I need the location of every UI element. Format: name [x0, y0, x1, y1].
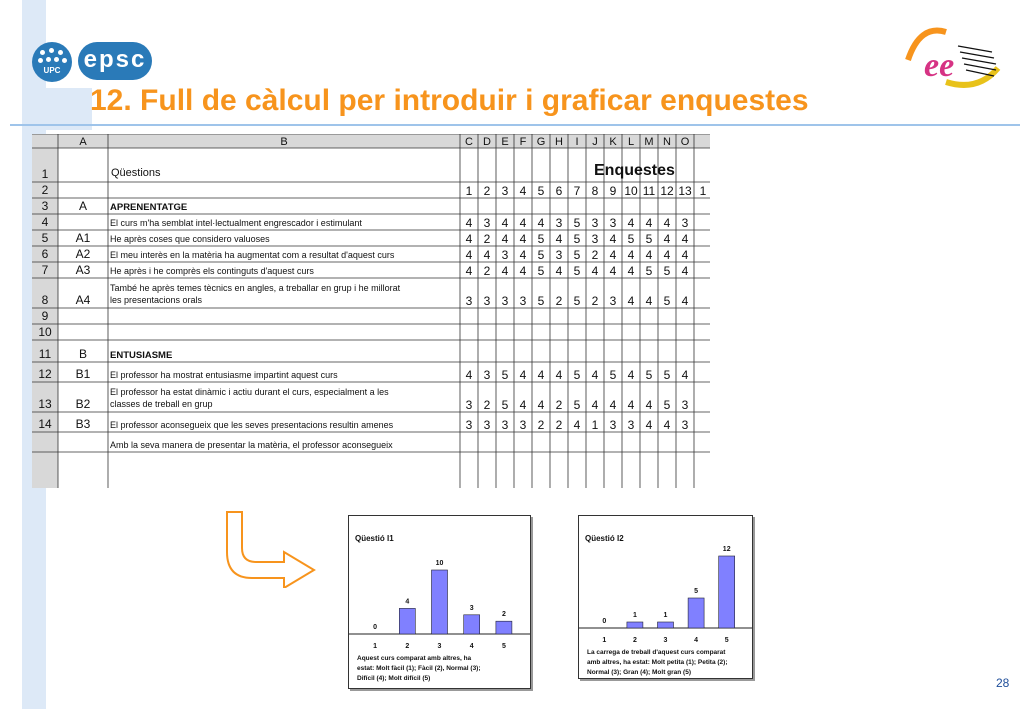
cell-value: 5	[573, 368, 581, 382]
cell-value: 3	[501, 294, 509, 308]
cell-value: 3	[555, 216, 563, 230]
page-number: 28	[996, 676, 1010, 690]
cell-value: 5	[573, 398, 581, 412]
cell-value: 5	[573, 248, 581, 262]
cell-value: 2	[537, 418, 545, 432]
survey-number: 1	[465, 184, 473, 198]
cell-value: 5	[537, 264, 545, 278]
cell-value: 3	[483, 418, 491, 432]
cell-value: 3	[681, 418, 689, 432]
cell-value: 5	[537, 248, 545, 262]
cell-value: 3	[465, 294, 473, 308]
cell-value: 4	[555, 264, 563, 278]
arrow-icon	[222, 508, 322, 588]
cell-question: El curs m'ha semblat intel·lectualment engrescador i estimulant	[110, 218, 362, 228]
survey-number: 13	[678, 184, 692, 198]
cell-questions-header: Qüestions	[111, 167, 161, 179]
cell-value: 3	[519, 294, 527, 308]
cell-question: El professor aconsegueix que les seves presentacions resultin amenes	[110, 420, 394, 430]
cell-value: 4	[519, 368, 527, 382]
cell-value: 4	[627, 248, 635, 262]
chart-caption: amb altres, ha estat: Molt petita (1); Petita (2);	[587, 659, 728, 666]
cell-value: 2	[591, 248, 599, 262]
cell-value: 3	[483, 216, 491, 230]
cell-value: 4	[501, 232, 509, 246]
cell-value: 3	[501, 418, 509, 432]
cell-code: B3	[75, 417, 91, 431]
cell-value: 4	[681, 368, 689, 382]
survey-number: 6	[555, 184, 563, 198]
row-number: 8	[41, 293, 49, 307]
chart-tick-label: 4	[694, 637, 699, 644]
cell-value: 4	[465, 216, 473, 230]
cell-value: 5	[663, 294, 671, 308]
cell-value: 4	[591, 398, 599, 412]
cell-value: 2	[591, 294, 599, 308]
survey-number: 1	[699, 184, 707, 198]
cell-value: 5	[573, 264, 581, 278]
cell-value: 4	[627, 294, 635, 308]
survey-number: 7	[573, 184, 581, 198]
column-header: D	[483, 136, 491, 148]
cell-value: 2	[483, 264, 491, 278]
cell-code: B	[78, 347, 88, 361]
cell-value: 5	[663, 398, 671, 412]
cell-value: 5	[573, 232, 581, 246]
cell-value: 3	[483, 368, 491, 382]
chart-data-label: 0	[373, 624, 378, 631]
chart-data-label: 1	[663, 612, 668, 619]
survey-number: 10	[624, 184, 638, 198]
chart-bar	[464, 615, 480, 634]
cell-value: 2	[555, 294, 563, 308]
cell-code: A	[78, 199, 88, 213]
column-header: J	[592, 136, 598, 148]
cell-value: 4	[537, 368, 545, 382]
row-number: 12	[38, 367, 52, 381]
cell-value: 5	[663, 368, 671, 382]
cell-value: 5	[573, 294, 581, 308]
cell-value: 4	[591, 264, 599, 278]
cell-value: 5	[627, 232, 635, 246]
cell-value: 2	[483, 398, 491, 412]
chart-i1-svg	[349, 516, 530, 688]
cell-value: 4	[681, 264, 689, 278]
cell-question: El meu interès en la matèria ha augmentat com a resultat d'aquest curs	[110, 250, 395, 260]
chart-tick-label: 1	[602, 637, 607, 644]
cell-value: 4	[627, 398, 635, 412]
chart-data-label: 2	[501, 611, 506, 619]
chart-data-label: 5	[694, 588, 699, 595]
chart-title: Qüestió I2	[585, 534, 624, 543]
cell-value: 3	[483, 294, 491, 308]
page-title: 12. Full de càlcul per introduir i graficar enquestes	[90, 84, 809, 117]
chart-data-label: 3	[469, 604, 474, 612]
chart-data-label: 12	[722, 546, 731, 553]
cell-code: B2	[75, 397, 91, 411]
survey-number: 12	[660, 184, 674, 198]
cell-value: 4	[519, 232, 527, 246]
chart-data-label: 1	[632, 612, 637, 619]
chart-bar	[627, 622, 643, 628]
column-header: L	[627, 136, 635, 148]
cell-value: 4	[519, 216, 527, 230]
chart-bar	[719, 556, 735, 628]
cell-value: 4	[519, 264, 527, 278]
cell-value: 4	[681, 248, 689, 262]
cell-value: 3	[609, 418, 617, 432]
chart-tick-label: 2	[632, 637, 637, 644]
chart-tick-label: 4	[469, 643, 474, 650]
chart-caption: estat: Molt fàcil (1); Fàcil (2), Normal (3);	[357, 665, 481, 672]
cell-value: 4	[519, 398, 527, 412]
cell-value: 4	[609, 248, 617, 262]
epsc-logo: epsc	[78, 42, 152, 80]
cell-value: 4	[501, 264, 509, 278]
cell-value: 3	[591, 232, 599, 246]
cell-value: 4	[609, 232, 617, 246]
cell-question-line2: classes de treball en grup	[110, 399, 213, 409]
chart-question-i2	[578, 515, 753, 679]
title-underline	[10, 124, 1020, 126]
row-number: 7	[41, 263, 49, 277]
column-header: F	[519, 136, 527, 148]
row-number: 13	[38, 397, 52, 411]
cell-value: 4	[645, 418, 653, 432]
cell-code: A1	[75, 231, 91, 245]
column-header: E	[501, 136, 509, 148]
chart-bar	[688, 598, 704, 628]
chart-tick-label: 5	[724, 637, 729, 644]
cell-value: 2	[483, 232, 491, 246]
cell-value: 4	[537, 216, 545, 230]
chart-tick-label: 5	[501, 643, 506, 650]
chart-question-i1	[348, 515, 531, 689]
row-number: 10	[38, 325, 52, 339]
column-header: N	[663, 136, 671, 148]
row-number: 14	[38, 417, 52, 431]
cell-value: 4	[519, 248, 527, 262]
cell-value: 4	[627, 368, 635, 382]
cell-value: 4	[465, 264, 473, 278]
cell-value: 4	[663, 418, 671, 432]
ee-logo-text: ee	[924, 47, 955, 84]
cell-value: 5	[645, 368, 653, 382]
cell-value: 4	[465, 232, 473, 246]
chart-caption: La carrega de treball d'aquest curs comparat	[587, 649, 726, 656]
row-number: 11	[38, 347, 52, 361]
cell-value: 3	[681, 216, 689, 230]
column-header: C	[465, 136, 473, 148]
cell-question-line2: les presentacions orals	[110, 295, 203, 305]
chart-title: Qüestió I1	[355, 534, 394, 543]
spreadsheet-grid	[32, 134, 710, 488]
cell-question: He après i he comprès els continguts d'aquest curs	[110, 266, 314, 276]
cell-value: 5	[501, 398, 509, 412]
cell-value: 4	[573, 418, 581, 432]
cell-code: A4	[75, 293, 91, 307]
chart-data-label: 0	[602, 618, 607, 625]
cell-value: 4	[609, 398, 617, 412]
cell-value: 4	[663, 248, 671, 262]
chart-tick-label: 3	[663, 637, 668, 644]
spreadsheet	[32, 134, 710, 488]
cell-value: 4	[645, 294, 653, 308]
chart-bar	[496, 621, 512, 634]
row-number: 3	[41, 199, 49, 213]
row-number: 6	[41, 247, 49, 261]
cell-question: El professor ha estat dinàmic i actiu durant el curs, especialment a les	[110, 387, 389, 397]
column-header: O	[680, 136, 690, 148]
cell-value: 3	[609, 294, 617, 308]
cell-value: 4	[645, 248, 653, 262]
chart-tick-label: 1	[373, 643, 378, 650]
cell-value: 3	[627, 418, 635, 432]
cell-value: 5	[537, 232, 545, 246]
cell-value: 3	[609, 216, 617, 230]
cell-value: 4	[501, 216, 509, 230]
upc-logo	[32, 42, 72, 82]
cell-question: Amb la seva manera de presentar la matèria, el professor aconsegueix	[110, 440, 393, 450]
cell-value: 3	[555, 248, 563, 262]
cell-value: 4	[627, 216, 635, 230]
surveys-header: Enquestes	[594, 162, 675, 179]
upc-logo-text: UPC	[43, 66, 61, 75]
cell-value: 4	[627, 264, 635, 278]
cell-value: 4	[681, 294, 689, 308]
cell-value: 4	[591, 368, 599, 382]
cell-code: A3	[75, 263, 91, 277]
survey-number: 11	[642, 184, 656, 198]
row-number: 4	[41, 215, 49, 229]
column-header: K	[609, 136, 617, 148]
cell-value: 4	[537, 398, 545, 412]
chart-i2-svg	[579, 516, 752, 678]
cell-value: 5	[663, 264, 671, 278]
cell-value: 3	[465, 398, 473, 412]
cell-value: 4	[645, 398, 653, 412]
cell-value: 4	[609, 264, 617, 278]
column-header: H	[555, 136, 563, 148]
cell-value: 4	[663, 216, 671, 230]
chart-caption: Normal (3); Gran (4); Molt gran (5)	[587, 669, 692, 676]
cell-value: 4	[645, 216, 653, 230]
chart-bar	[658, 622, 674, 628]
chart-tick-label: 3	[437, 643, 442, 650]
cell-value: 3	[591, 216, 599, 230]
column-header: I	[575, 136, 579, 148]
survey-number: 3	[501, 184, 509, 198]
chart-data-label: 4	[405, 598, 410, 606]
cell-question: També he après temes tècnics en angles, a treballar en grup i he millorat	[110, 283, 401, 293]
cell-value: 4	[555, 368, 563, 382]
chart-tick-label: 2	[405, 643, 410, 650]
cell-value: 4	[681, 232, 689, 246]
cell-question: El professor ha mostrat entusiasme impartint aquest curs	[110, 370, 338, 380]
column-header: A	[79, 136, 87, 148]
survey-number: 5	[537, 184, 545, 198]
cell-value: 2	[555, 398, 563, 412]
row-number: 5	[41, 231, 49, 245]
column-header-bar	[32, 134, 710, 148]
survey-number: 8	[591, 184, 599, 198]
cell-code: A2	[75, 247, 91, 261]
cell-value: 5	[645, 232, 653, 246]
cell-value: 5	[645, 264, 653, 278]
survey-number: 2	[483, 184, 491, 198]
row-number: 9	[41, 309, 49, 323]
cell-value: 4	[483, 248, 491, 262]
chart-bar	[432, 570, 448, 634]
cell-question: He après coses que considero valuoses	[110, 234, 270, 244]
column-header: M	[644, 136, 654, 148]
survey-number: 9	[609, 184, 617, 198]
cell-value: 4	[555, 232, 563, 246]
cell-value: 3	[465, 418, 473, 432]
cell-value: 3	[501, 248, 509, 262]
cell-value: 2	[555, 418, 563, 432]
chart-caption: Aquest curs comparat amb altres, ha	[357, 655, 472, 662]
row-number: 2	[41, 183, 49, 197]
ee-logo	[900, 22, 1010, 92]
cell-code: B1	[75, 367, 91, 381]
cell-question: APRENENTATGE	[110, 202, 188, 213]
column-header: G	[536, 136, 546, 148]
cell-value: 4	[465, 248, 473, 262]
cell-value: 3	[681, 398, 689, 412]
survey-number: 4	[519, 184, 527, 198]
cell-value: 1	[591, 418, 599, 432]
cell-value: 4	[663, 232, 671, 246]
cell-question: ENTUSIASME	[110, 350, 173, 361]
column-header: B	[280, 136, 288, 148]
cell-value: 5	[537, 294, 545, 308]
cell-value: 5	[609, 368, 617, 382]
cell-value: 5	[501, 368, 509, 382]
chart-data-label: 10	[435, 560, 444, 567]
row-number: 1	[41, 167, 49, 181]
chart-bar	[399, 608, 415, 634]
cell-value: 3	[519, 418, 527, 432]
cell-value: 5	[573, 216, 581, 230]
chart-caption: Difícil (4); Molt difícil (5)	[357, 675, 431, 682]
cell-value: 4	[465, 368, 473, 382]
